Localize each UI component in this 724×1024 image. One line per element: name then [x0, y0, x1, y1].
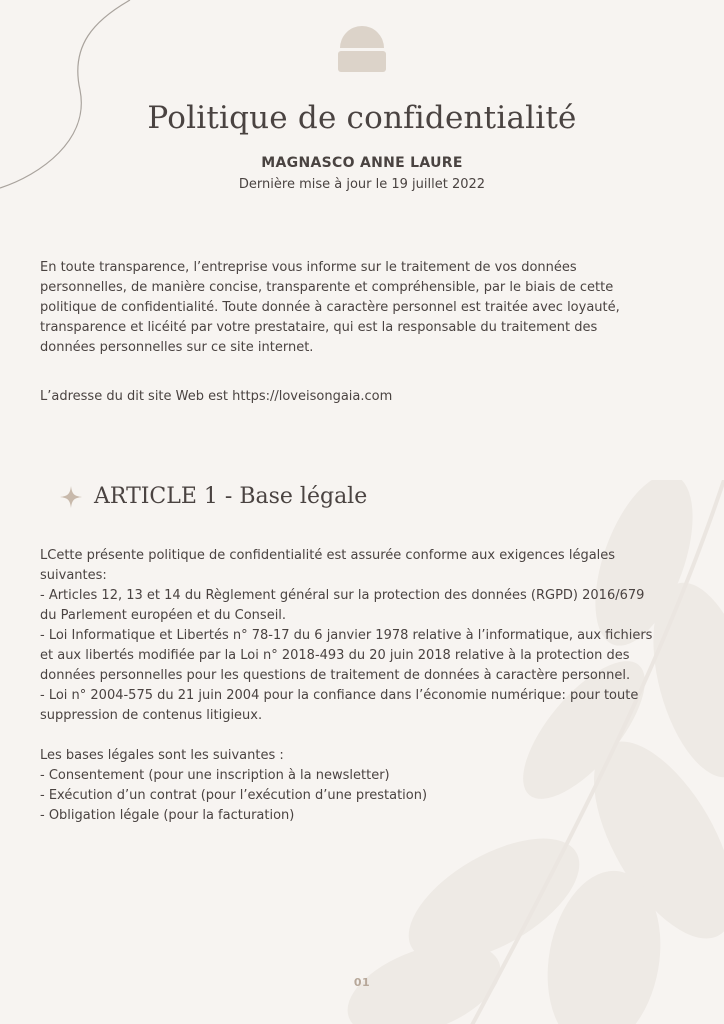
page-title: Politique de confidentialité: [147, 100, 577, 136]
intro-paragraph: [40, 258, 660, 358]
bases-line: - Obligation légale (pour la facturation): [40, 808, 295, 823]
star-icon: [60, 486, 82, 508]
article-line: du Parlement européen et du Conseil.: [40, 608, 287, 623]
author-name: MAGNASCO ANNE LAURE: [261, 155, 463, 171]
article-line: suppression de contenus litigieux.: [40, 708, 263, 723]
paragraph-gap: [40, 726, 660, 746]
article-line: données personnelles pour les questions de traitement de données à caractère personnel.: [40, 668, 631, 683]
article-line: et aux libertés modifiée par la Loi n° 2018-493 du 20 juin 2018 relative à la protection des: [40, 648, 630, 663]
article-1-title: ARTICLE 1 - Base légale: [94, 484, 368, 509]
intro-line: données personnelles sur ce site internet.: [40, 340, 314, 355]
intro-line: En toute transparence, l’entreprise vous informe sur le traitement de vos données: [40, 260, 577, 275]
last-update-date: Dernière mise à jour le 19 juillet 2022: [238, 177, 486, 192]
intro-line: personnelles, de manière concise, transparente et compréhensible, par le biais de cette: [40, 280, 614, 295]
article-1-heading: [60, 484, 367, 509]
bases-line: Les bases légales sont les suivantes :: [40, 748, 284, 763]
bases-line: - Consentement (pour une inscription à la newsletter): [40, 768, 390, 783]
article-line: - Loi Informatique et Libertés n° 78-17 du 6 janvier 1978 relative à l’informatique, aux fichiers: [40, 628, 653, 643]
article-line: - Articles 12, 13 et 14 du Règlement général sur la protection des données (RGPD) 2016/679: [40, 588, 645, 603]
article-line: suivantes:: [40, 568, 107, 583]
article-line: LCette présente politique de confidentialité est assurée conforme aux exigences légales: [40, 548, 616, 563]
page-number: 01: [353, 976, 371, 989]
intro-line: politique de confidentialité. Toute donnée à caractère personnel est traitée avec loyauté,: [40, 300, 620, 315]
website-address-text: L’adresse du dit site Web est https://loveisongaia.com: [40, 389, 393, 404]
article-1-body: [40, 546, 660, 826]
intro-line: transparence et licéité par votre prestataire, qui est la responsable du traitement des: [40, 320, 598, 335]
arch-logo-icon: [336, 18, 388, 74]
article-line: - Loi n° 2004-575 du 21 juin 2004 pour la confiance dans l’économie numérique: pour toute: [40, 688, 639, 703]
bases-line: - Exécution d’un contrat (pour l’exécution d’une prestation): [40, 788, 428, 803]
